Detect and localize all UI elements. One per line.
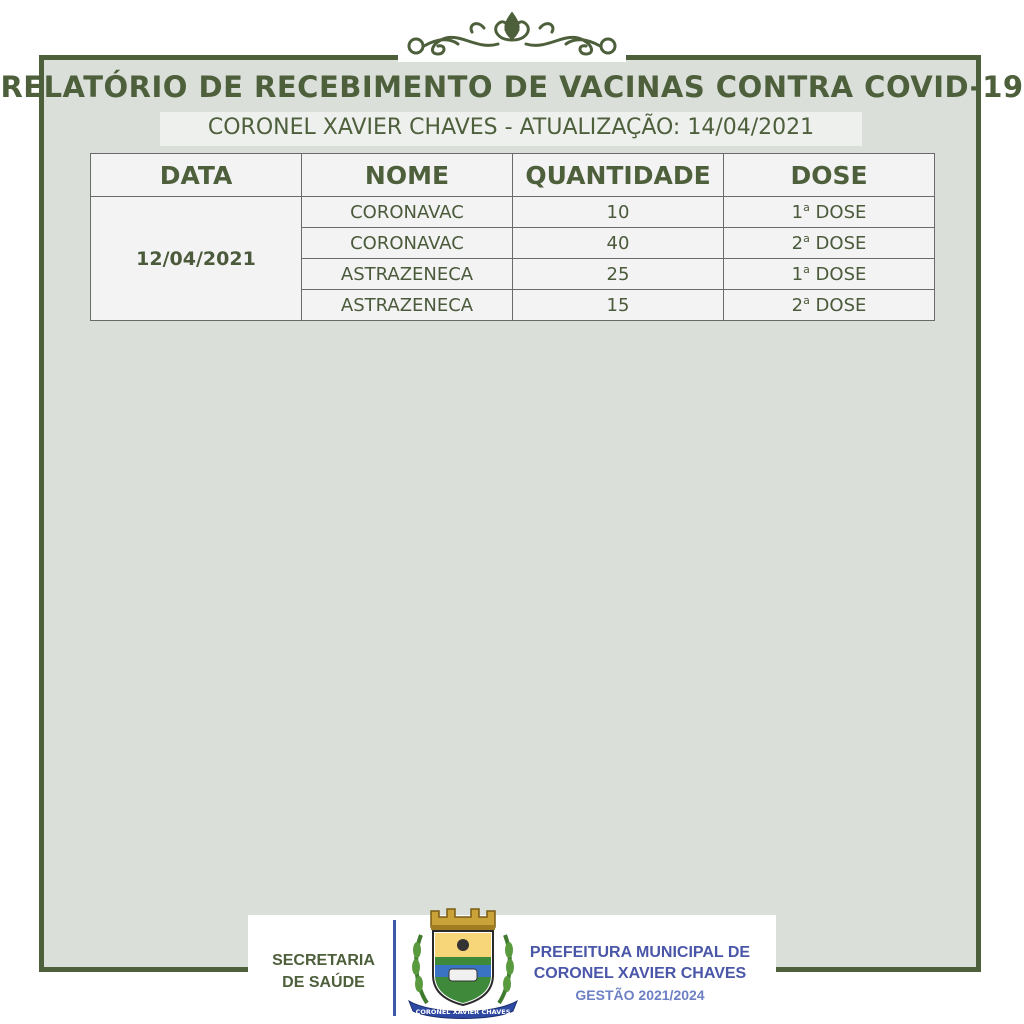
- page-subtitle: CORONEL XAVIER CHAVES - ATUALIZAÇÃO: 14/04/2021: [207, 115, 815, 140]
- dose-ordinal: a: [803, 201, 810, 214]
- column-header-dose: DOSE: [724, 154, 935, 197]
- footer-divider: [393, 920, 396, 1016]
- nome-cell: ASTRAZENECA: [302, 259, 513, 290]
- nome-cell: CORONAVAC: [302, 197, 513, 228]
- dose-ordinal: a: [803, 232, 810, 245]
- dose-cell: [724, 197, 935, 228]
- dose-cell: [724, 290, 935, 321]
- quantidade-cell: 25: [513, 259, 724, 290]
- crest-text: CORONEL XAVIER CHAVES: [415, 1008, 511, 1016]
- prefeitura-block: [515, 942, 765, 1006]
- ornament-flourish-icon: [398, 4, 626, 62]
- dose-number: 1: [791, 264, 804, 285]
- column-header-quantidade: QUANTIDADE: [513, 154, 724, 197]
- table-header-row: [91, 154, 935, 197]
- prefeitura-line2: CORONEL XAVIER CHAVES: [533, 965, 747, 982]
- quantidade-cell: 40: [513, 228, 724, 259]
- dose-cell: [724, 228, 935, 259]
- nome-cell: CORONAVAC: [302, 228, 513, 259]
- dose-label: DOSE: [809, 295, 867, 316]
- prefeitura-line1: PREFEITURA MUNICIPAL DE: [529, 944, 751, 961]
- dose-number: 1: [791, 202, 804, 223]
- quantidade-cell: 15: [513, 290, 724, 321]
- dose-cell: [724, 259, 935, 290]
- dose-number: 2: [791, 295, 804, 316]
- dose-label: DOSE: [809, 202, 867, 223]
- page-title: RELATÓRIO DE RECEBIMENTO DE VACINAS CONTRA COVID-19: [0, 70, 1024, 104]
- secretaria-line2: DE SAÚDE: [282, 974, 365, 991]
- table-row: [91, 197, 935, 228]
- secretaria-line1: SECRETARIA: [272, 952, 375, 969]
- dose-ordinal: a: [803, 263, 810, 276]
- municipal-crest-icon: [403, 905, 523, 1020]
- dose-number: 2: [791, 233, 804, 254]
- nome-cell: ASTRAZENECA: [302, 290, 513, 321]
- quantidade-cell: 10: [513, 197, 724, 228]
- column-header-nome: NOME: [302, 154, 513, 197]
- dose-label: DOSE: [809, 233, 867, 254]
- column-header-data: DATA: [91, 154, 302, 197]
- date-cell: 12/04/2021: [91, 197, 302, 321]
- dose-label: DOSE: [809, 264, 867, 285]
- gestao-line: GESTÃO 2021/2024: [575, 987, 705, 1003]
- secretaria-label: [256, 950, 391, 994]
- dose-ordinal: a: [803, 294, 810, 307]
- vaccine-table: [90, 153, 935, 321]
